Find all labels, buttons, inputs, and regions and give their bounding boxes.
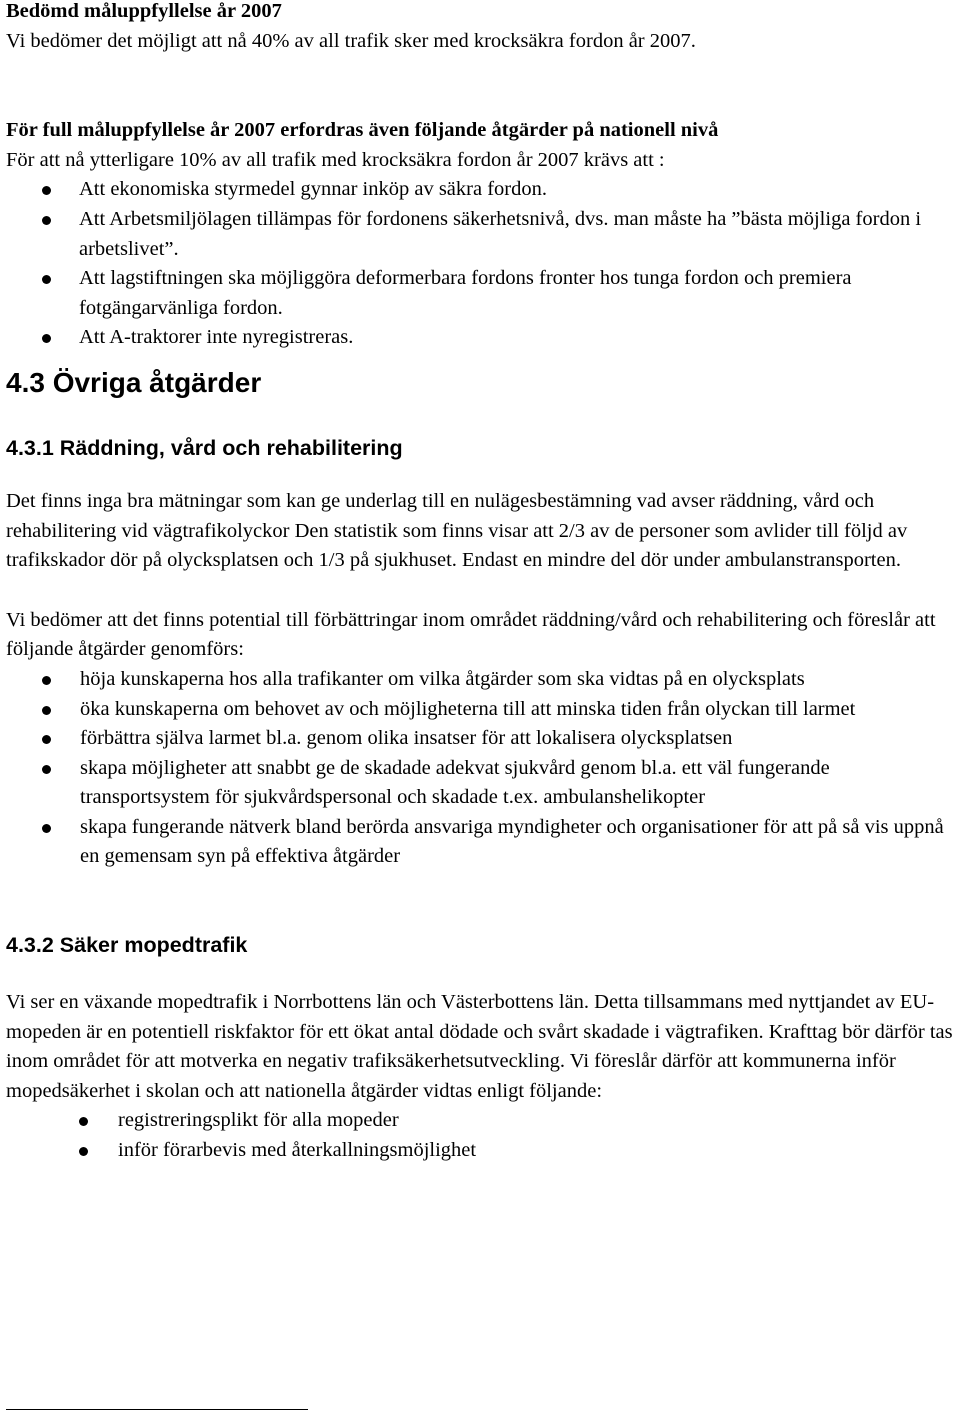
- list-item-text: Att ekonomiska styrmedel gynnar inköp av säkra fordon.: [79, 178, 547, 201]
- list-item-text: höja kunskaperna hos alla trafikanter om vilka åtgärder som ska vidtas på en olycksplats: [80, 667, 805, 690]
- footnote-rule: [6, 1409, 308, 1410]
- bullet-icon: [42, 706, 51, 715]
- list-item-text: registreringsplikt för alla mopeder: [118, 1109, 399, 1132]
- section-heading-national-measures: För full måluppfyllelse år 2007 erfordras även följande åtgärder på nationell nivå: [6, 119, 719, 142]
- heading-4-3: 4.3 Övriga åtgärder: [6, 366, 262, 398]
- list-item-text: Att lagstiftningen ska möjliggöra deformerbara fordons fronter hos tunga fordon och premiera fotgängarvänliga fordon.: [79, 267, 852, 319]
- heading-4-3-1: 4.3.1 Räddning, vård och rehabilitering: [6, 435, 403, 460]
- bullet-icon: [42, 275, 51, 284]
- list-item-text: Att Arbetsmiljölagen tillämpas för fordonens säkerhetsnivå, dvs. man måste ha ”bästa möjliga fordon i arbetslivet”.: [79, 207, 922, 260]
- bullet-icon: [42, 735, 51, 744]
- list-item-text: skapa möjligheter att snabbt ge de skadade adekvat sjukvård genom bl.a. ett väl fungerande transportsystem för sjukvårdspersonal och skadade t.ex. ambulanshelikopter: [80, 756, 830, 809]
- list-item-text: Att A-traktorer inte nyregistreras.: [79, 326, 354, 349]
- list-item-text: skapa fungerande nätverk bland berörda ansvariga myndigheter och organisationer för att på så vis uppnå en gemensam syn på effektiva åtgärder: [80, 815, 944, 868]
- bullet-icon: [42, 765, 51, 774]
- moped-paragraph: Vi ser en växande mopedtrafik i Norrbottens län och Västerbottens län. Detta tillsammans med nyttjandet av EU-mopeden är en potentiell riskfaktor för ett ökat antal dödade och svårt skadade i vägtrafiken. Krafttag bör därför tas inom området för att motverka en negativ trafiksäkerhetsutveckling. Vi föreslår därför att kommunerna inför mopedsäkerhet i skolan och att nationella åtgärder vidtas enligt följande:: [6, 991, 953, 1102]
- bullet-icon: [42, 676, 51, 685]
- list-item: [6, 665, 956, 695]
- document-page: [6, 0, 956, 1166]
- list-item: [6, 1106, 956, 1136]
- assessment-text: Vi bedömer det möjligt att nå 40% av all trafik sker med krocksäkra fordon år 2007.: [6, 29, 696, 52]
- bullet-icon: [42, 824, 51, 833]
- bullet-icon: [42, 334, 51, 343]
- list-item-text: öka kunskaperna om behovet av och möjligheterna till att minska tiden från olyckan till larmet: [80, 697, 856, 720]
- bullet-icon: [79, 1117, 88, 1126]
- rescue-paragraph-1: Det finns inga bra mätningar som kan ge underlag till en nulägesbestämning vad avser räddning, vård och rehabilitering vid vägtrafikolyckor Den statistik som finns visar att 2/3 av de personer som avlider till följd av trafikskador dör på olycksplatsen och 1/3 på sjukhuset. Endast en mindre del dör under ambulanstransporten.: [6, 489, 908, 572]
- list-item: [6, 323, 956, 353]
- spacer: [6, 56, 956, 116]
- list-item-text: inför förarbevis med återkallningsmöjlighet: [118, 1139, 477, 1162]
- national-measures-intro: För att nå ytterligare 10% av all trafik med krocksäkra fordon år 2007 krävs att :: [6, 148, 665, 171]
- moped-measures-list: [6, 1106, 956, 1165]
- bullet-icon: [42, 186, 51, 195]
- list-item: [6, 175, 956, 205]
- bullet-icon: [79, 1147, 88, 1156]
- heading-4-3-2: 4.3.2 Säker mopedtrafik: [6, 933, 248, 958]
- spacer: [6, 872, 956, 932]
- rescue-measures-list: [6, 665, 956, 872]
- list-item: [6, 1136, 956, 1166]
- national-measures-list: [6, 175, 956, 353]
- list-item: [6, 754, 956, 813]
- bullet-icon: [42, 216, 51, 225]
- list-item-text: förbättra själva larmet bl.a. genom olika insatser för att lokalisera olycksplatsen: [80, 727, 733, 750]
- list-item: [6, 264, 956, 323]
- list-item: [6, 695, 956, 725]
- list-item: [6, 205, 956, 264]
- section-heading-assessment: Bedömd måluppfyllelse år 2007: [6, 0, 282, 22]
- rescue-paragraph-2: Vi bedömer att det finns potential till förbättringar inom området räddning/vård och rehabilitering och föreslår att följande åtgärder genomförs:: [6, 608, 936, 661]
- spacer: [6, 576, 956, 606]
- list-item: [6, 724, 956, 754]
- list-item: [6, 813, 956, 872]
